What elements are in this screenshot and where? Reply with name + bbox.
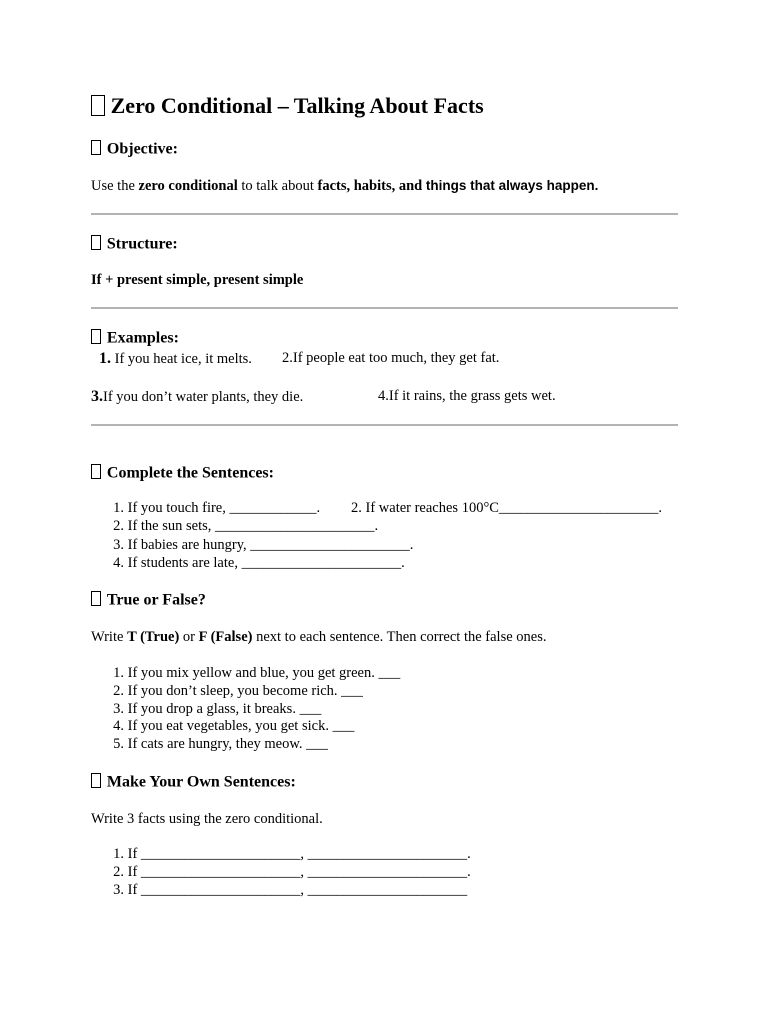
example-item bbox=[378, 388, 556, 405]
page-title-text: Zero Conditional – Talking About Facts bbox=[110, 93, 484, 118]
own-instruction: Write 3 facts using the zero conditional. bbox=[91, 811, 323, 827]
structure-formula: If + present simple, present simple bbox=[91, 272, 304, 288]
instruction-part: Write bbox=[91, 629, 128, 645]
own-heading bbox=[91, 773, 296, 791]
truefalse-instruction bbox=[91, 629, 547, 646]
objective-text-bold-sans: things that always happen. bbox=[425, 178, 599, 193]
list-item-extra: 2. If water reaches 100°C______________________. bbox=[351, 500, 663, 516]
list-text: If you don’t sleep, you become rich. ___ bbox=[127, 683, 363, 699]
list-item bbox=[80, 537, 413, 554]
list-number: 2. bbox=[113, 518, 124, 534]
list-number: 1. bbox=[113, 665, 124, 681]
list-text: If you mix yellow and blue, you get green. ___ bbox=[127, 665, 401, 681]
list-item bbox=[80, 864, 471, 881]
missing-glyph-icon bbox=[91, 140, 101, 155]
list-text: If babies are hungry, ______________________. bbox=[127, 537, 414, 553]
list-number: 2. bbox=[113, 683, 124, 699]
list-item bbox=[80, 882, 467, 899]
missing-glyph-icon bbox=[91, 464, 101, 479]
instruction-part: or bbox=[179, 629, 199, 645]
truefalse-heading bbox=[91, 591, 206, 609]
list-text: If you eat vegetables, you get sick. ___ bbox=[127, 718, 355, 734]
list-text: If ______________________, ______________________. bbox=[127, 864, 471, 880]
list-number: 4. bbox=[113, 555, 124, 571]
list-number: 4. bbox=[113, 718, 124, 734]
missing-glyph-icon bbox=[91, 95, 105, 116]
list-number: 1. bbox=[113, 846, 124, 862]
list-number: 3. bbox=[113, 537, 124, 553]
page-title bbox=[91, 93, 484, 119]
list-item bbox=[80, 518, 378, 535]
instruction-bold: F (False) bbox=[198, 629, 253, 645]
divider bbox=[91, 307, 678, 309]
list-text: If ______________________, ______________________ bbox=[127, 882, 468, 898]
objective-text-part: to talk about bbox=[237, 178, 318, 194]
list-item bbox=[80, 736, 328, 753]
instruction-part: next to each sentence. Then correct the false ones. bbox=[252, 629, 547, 645]
objective-heading-text: Objective: bbox=[106, 140, 178, 158]
examples-heading-text: Examples: bbox=[106, 329, 179, 347]
complete-heading-text: Complete the Sentences: bbox=[106, 464, 274, 482]
divider bbox=[91, 424, 678, 426]
divider bbox=[91, 213, 678, 215]
structure-heading bbox=[91, 235, 178, 253]
example-number: 2. bbox=[282, 350, 293, 366]
examples-heading bbox=[91, 329, 179, 347]
example-item bbox=[99, 350, 252, 368]
example-text: If people eat too much, they get fat. bbox=[292, 350, 500, 366]
example-number: 1. bbox=[99, 350, 111, 367]
example-text: If you heat ice, it melts. bbox=[114, 351, 252, 367]
list-item bbox=[80, 683, 363, 700]
list-item bbox=[80, 500, 320, 517]
objective-text-bold: facts, habits, and bbox=[317, 178, 426, 194]
list-item bbox=[80, 665, 400, 682]
list-number: 1. bbox=[113, 500, 124, 516]
example-number: 4. bbox=[378, 388, 389, 404]
own-heading-text: Make Your Own Sentences: bbox=[106, 773, 296, 791]
list-text: If the sun sets, ______________________. bbox=[127, 518, 379, 534]
example-text: If it rains, the grass gets wet. bbox=[388, 388, 556, 404]
truefalse-heading-text: True or False? bbox=[106, 591, 206, 609]
list-text: If students are late, ______________________. bbox=[127, 555, 405, 571]
list-number: 3. bbox=[113, 701, 124, 717]
list-number: 2. bbox=[113, 864, 124, 880]
list-text: If ______________________, ______________________. bbox=[127, 846, 471, 862]
list-text: If you drop a glass, it breaks. ___ bbox=[127, 701, 322, 717]
list-text: If cats are hungry, they meow. ___ bbox=[127, 736, 328, 752]
missing-glyph-icon bbox=[91, 329, 101, 344]
objective-heading bbox=[91, 140, 178, 158]
objective-text bbox=[91, 178, 598, 195]
example-item bbox=[282, 350, 499, 367]
list-text: If you touch fire, ____________. bbox=[127, 500, 321, 516]
list-item bbox=[80, 718, 354, 735]
example-number: 3. bbox=[91, 388, 103, 405]
list-number: 5. bbox=[113, 736, 124, 752]
example-text: If you don’t water plants, they die. bbox=[103, 389, 304, 405]
missing-glyph-icon bbox=[91, 773, 101, 788]
list-item bbox=[80, 846, 471, 863]
objective-text-part: Use the bbox=[91, 178, 139, 194]
example-item bbox=[91, 388, 303, 406]
list-number: 3. bbox=[113, 882, 124, 898]
objective-text-bold: zero conditional bbox=[138, 178, 238, 194]
structure-heading-text: Structure: bbox=[106, 235, 178, 253]
complete-heading bbox=[91, 464, 274, 482]
missing-glyph-icon bbox=[91, 591, 101, 606]
list-item bbox=[80, 701, 321, 718]
list-item bbox=[80, 555, 405, 572]
missing-glyph-icon bbox=[91, 235, 101, 250]
instruction-bold: T (True) bbox=[127, 629, 180, 645]
